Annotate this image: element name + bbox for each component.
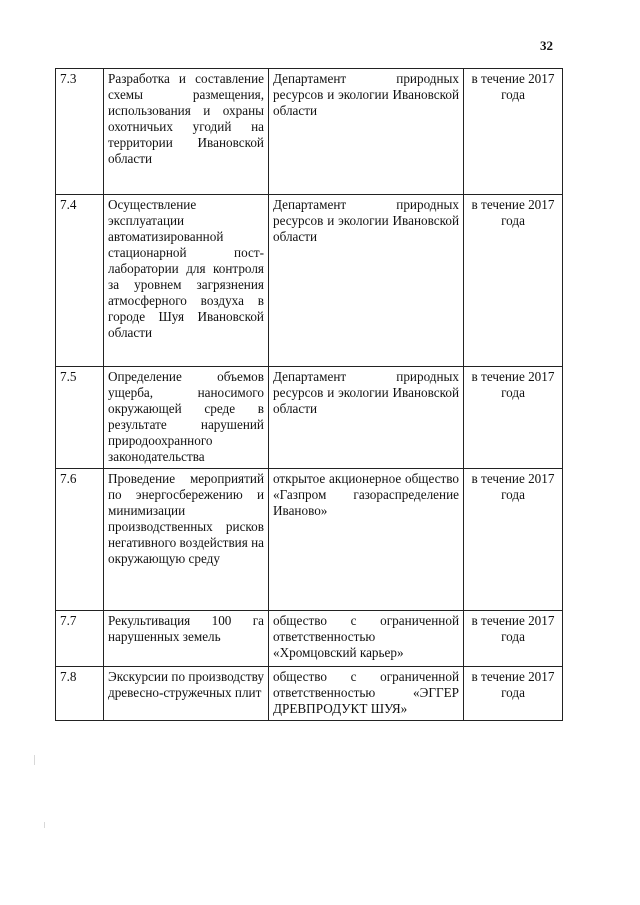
- deadline: в течение 2017 года: [464, 367, 563, 469]
- table-row: [56, 69, 563, 195]
- row-number: 7.5: [56, 367, 104, 469]
- page-number: 32: [540, 38, 553, 53]
- table-row: [56, 195, 563, 367]
- deadline: в течение 2017 года: [464, 69, 563, 195]
- executor: открытое акционерное общество «Газпром газораспределение Иваново»: [269, 469, 464, 611]
- deadline: в течение 2017 года: [464, 195, 563, 367]
- row-number: 7.3: [56, 69, 104, 195]
- deadline: в течение 2017 года: [464, 667, 563, 721]
- measure-name: Рекультивация 100 га нарушенных земель: [104, 611, 269, 667]
- executor: Департамент природных ресурсов и экологии Ивановской области: [269, 195, 464, 367]
- measures-table: [55, 68, 563, 721]
- executor: Департамент природных ресурсов и экологии Ивановской области: [269, 69, 464, 195]
- table-row: [56, 367, 563, 469]
- measure-name: Определение объемов ущерба, наносимого окружающей среде в результате нарушений природоохранного законодательства: [104, 367, 269, 469]
- table-row: [56, 667, 563, 721]
- deadline: в течение 2017 года: [464, 469, 563, 611]
- scan-speck: [34, 755, 35, 765]
- table-row: [56, 469, 563, 611]
- row-number: 7.8: [56, 667, 104, 721]
- row-number: 7.7: [56, 611, 104, 667]
- executor: общество с ограниченной ответственностью «Хромцовский карьер»: [269, 611, 464, 667]
- deadline: в течение 2017 года: [464, 611, 563, 667]
- row-number: 7.6: [56, 469, 104, 611]
- measure-name: Осуществление эксплуатации автоматизированной стационарной пост-лаборатории для контроля за уровнем загрязнения атмосферного воздуха в городе Шуя Ивановской области: [104, 195, 269, 367]
- table-row: [56, 611, 563, 667]
- executor: Департамент природных ресурсов и экологии Ивановской области: [269, 367, 464, 469]
- measure-name: Разработка и составление схемы размещения, использования и охраны охотничьих угодий на территории Ивановской области: [104, 69, 269, 195]
- measure-name: Экскурсии по производству древесно-стружечных плит: [104, 667, 269, 721]
- row-number: 7.4: [56, 195, 104, 367]
- measure-name: Проведение мероприятий по энергосбережению и минимизации производственных рисков негативного воздействия на окружающую среду: [104, 469, 269, 611]
- scan-speck: [44, 822, 45, 828]
- executor: общество с ограниченной ответственностью «ЭГГЕР ДРЕВПРОДУКТ ШУЯ»: [269, 667, 464, 721]
